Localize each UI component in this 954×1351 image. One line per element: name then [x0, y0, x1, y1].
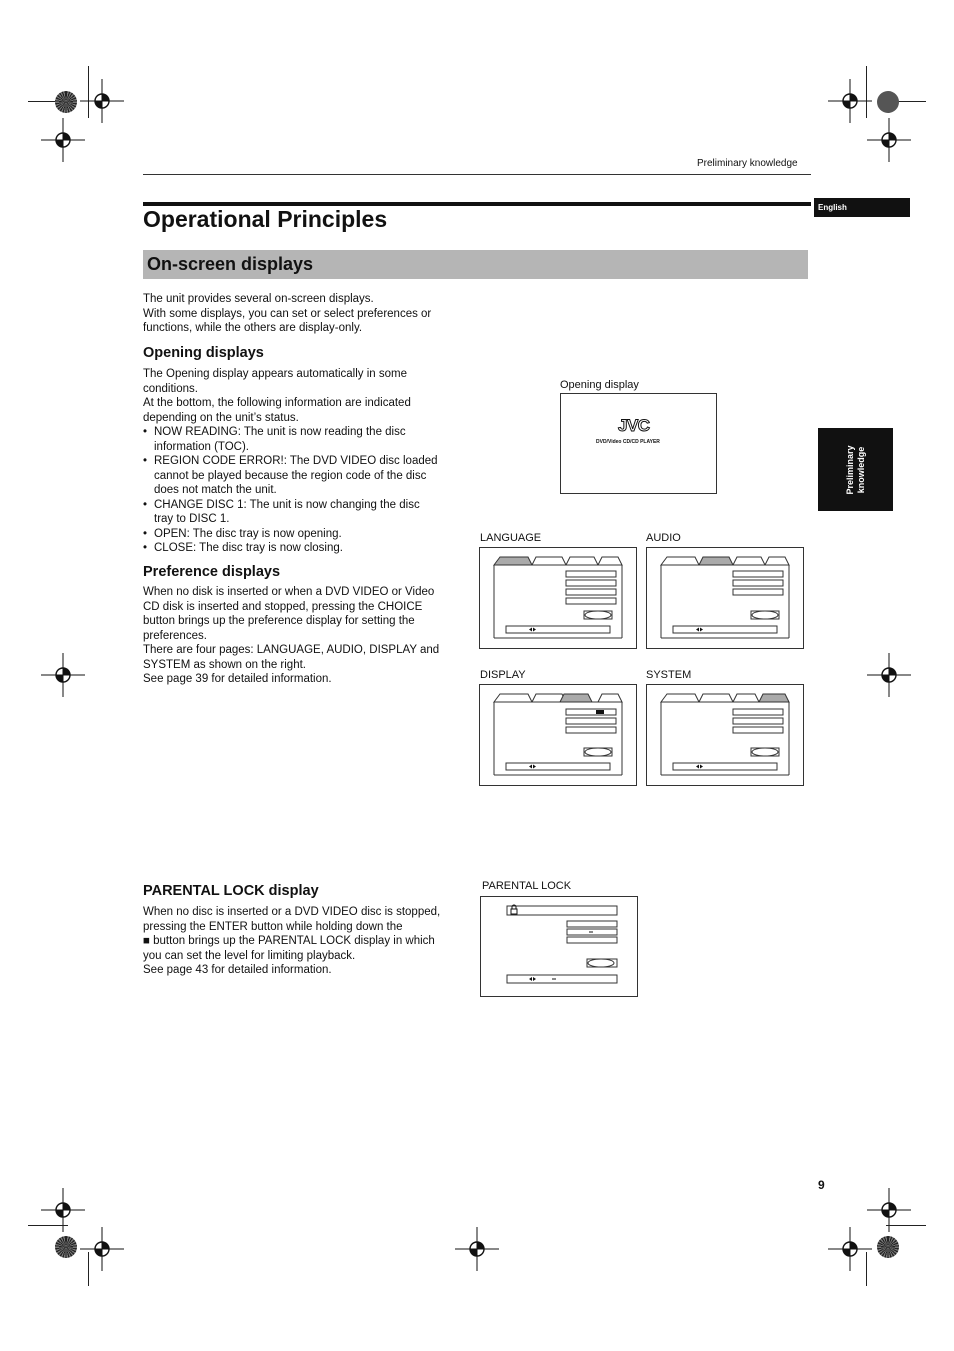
audio-caption: AUDIO: [646, 532, 681, 544]
system-caption: SYSTEM: [646, 669, 692, 681]
registration-target-icon: [80, 79, 124, 123]
parental-lock-caption: PARENTAL LOCK: [482, 880, 572, 892]
page-title: Operational Principles: [143, 206, 388, 232]
text-line: At the bottom, the following information are indicated: [143, 397, 411, 409]
text-line: The unit provides several on-screen displays.: [143, 293, 374, 305]
registration-target-icon: [41, 118, 85, 162]
list-item: • OPEN: The disc tray is now opening.: [143, 527, 438, 542]
text-line: you can set the level for limiting playback.: [143, 949, 356, 962]
opening-paragraph: [143, 367, 411, 425]
language-tab: English: [814, 198, 910, 217]
text-line: There are four pages: LANGUAGE, AUDIO, DISPLAY and: [143, 644, 440, 656]
registration-rosette-icon: [55, 91, 77, 113]
text-line: When no disc is inserted or a DVD VIDEO disc is stopped,: [143, 906, 441, 918]
header-rule: [143, 174, 811, 175]
parental-heading: PARENTAL LOCK display: [143, 883, 319, 899]
text-line: With some displays, you can set or select preferences or: [143, 307, 432, 320]
text-line: depending on the unit’s status.: [143, 411, 299, 424]
system-screen: [646, 684, 804, 786]
registration-rosette-icon: [877, 1236, 899, 1258]
registration-target-icon: [80, 1227, 124, 1271]
list-item: • REGION CODE ERROR!: The DVD VIDEO disc loaded cannot be played because the region code of the disc does not match the unit.: [143, 454, 438, 498]
section-subtitle: On-screen displays: [147, 254, 314, 274]
side-tab-line2: knowledge: [855, 446, 866, 493]
opening-display-caption: Opening display: [560, 379, 639, 391]
registration-rosette-icon: [55, 1236, 77, 1258]
page-number: 9: [818, 1178, 825, 1192]
registration-target-icon: [867, 653, 911, 697]
list-item: • NOW READING: The unit is now reading the disc information (TOC).: [143, 425, 438, 454]
jvc-subtitle: DVD/Video CD/CD PLAYER: [596, 439, 660, 445]
registration-rosette-icon: [877, 91, 899, 113]
text-line: conditions.: [143, 382, 198, 395]
side-tab-line1: Preliminary: [844, 444, 855, 495]
opening-status-list: [143, 425, 438, 556]
list-item: • CLOSE: The disc tray is now closing.: [143, 541, 438, 556]
language-caption: LANGUAGE: [480, 532, 542, 544]
text-line: pressing the ENTER button while holding down the: [143, 920, 403, 933]
opening-heading: Opening displays: [143, 345, 264, 361]
list-item: • CHANGE DISC 1: The unit is now changing the disc tray to DISC 1.: [143, 498, 438, 527]
intro-paragraph: [143, 292, 431, 336]
crop-line: [28, 1225, 68, 1226]
text-line: When no disk is inserted or when a DVD VIDEO or Video: [143, 586, 435, 598]
preference-paragraph: [143, 585, 439, 687]
registration-target-icon: [828, 79, 872, 123]
language-screen: [479, 547, 637, 649]
crop-line: [866, 1252, 867, 1286]
text-line: SYSTEM as shown on the right.: [143, 658, 306, 671]
preference-heading: Preference displays: [143, 564, 281, 580]
registration-target-icon: [455, 1227, 499, 1271]
audio-screen: [646, 547, 804, 649]
opening-display-screen: [560, 393, 717, 494]
text-line: CD disk is inserted and stopped, pressing the CHOICE: [143, 600, 423, 613]
text-line: preferences.: [143, 629, 207, 642]
registration-target-icon: [867, 118, 911, 162]
text-line: The Opening display appears automatically in some: [143, 368, 408, 380]
crop-line: [88, 1252, 89, 1286]
registration-target-icon: [41, 653, 85, 697]
text-line: See page 43 for detailed information.: [143, 964, 332, 976]
side-tab: [818, 428, 893, 511]
display-screen: [479, 684, 637, 786]
subtitle-bar: [143, 250, 808, 279]
display-caption: DISPLAY: [480, 669, 526, 681]
text-line: button brings up the preference display for setting the: [143, 615, 415, 627]
text-line: See page 39 for detailed information.: [143, 673, 332, 685]
text-line: functions, while the others are display-only.: [143, 322, 363, 334]
text-line: ■ button brings up the PARENTAL LOCK display in which: [143, 935, 435, 947]
crop-line: [886, 1225, 926, 1226]
parental-lock-screen: [480, 896, 638, 997]
section-label: Preliminary knowledge: [697, 158, 798, 169]
jvc-logo: JVC: [618, 416, 650, 435]
parental-paragraph: [143, 905, 440, 978]
